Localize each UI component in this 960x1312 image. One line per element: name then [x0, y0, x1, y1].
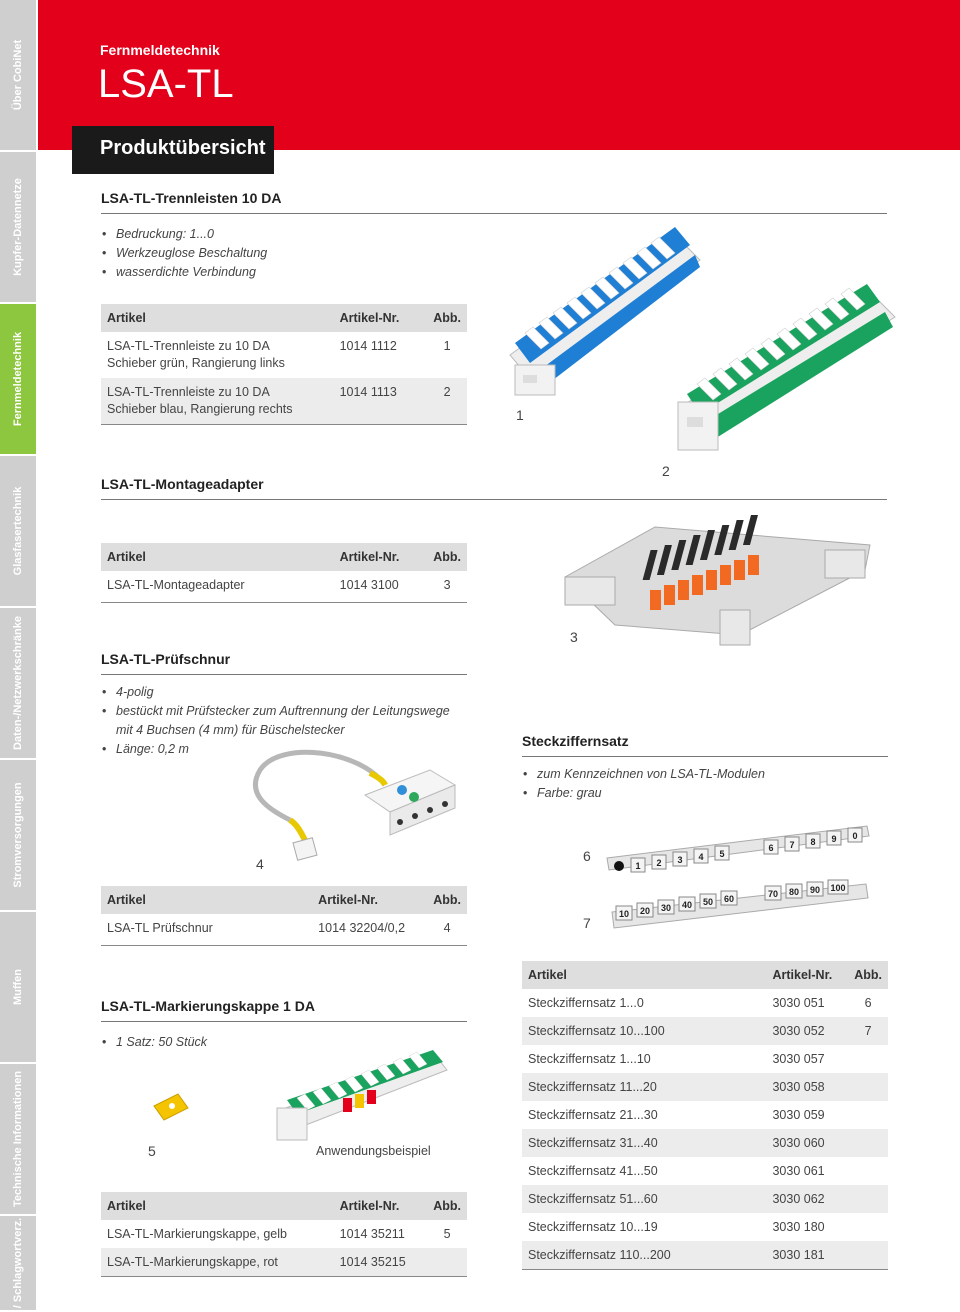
- table-row: [522, 1185, 888, 1213]
- table-row: [522, 1129, 888, 1157]
- table-row: [522, 1213, 888, 1241]
- digit-label: 70: [767, 889, 779, 899]
- table-header: Artikel: [101, 543, 334, 571]
- sidebar-tab-kupfer-datennetze[interactable]: [0, 152, 36, 304]
- table-header: Abb.: [848, 961, 888, 989]
- trennleisten-bullets: [101, 225, 267, 282]
- article-number: 1014 35211: [339, 1227, 405, 1241]
- steckziffernsatz-heading: Steckziffernsatz: [522, 733, 629, 749]
- digit-label: 10: [618, 909, 630, 919]
- digit-label: 4: [698, 852, 704, 862]
- digit-label: 5: [719, 849, 725, 859]
- table-row: [522, 1157, 888, 1185]
- montageadapter-heading: LSA-TL-Montageadapter: [101, 476, 264, 492]
- article-detail: Schieber blau, Rangierung rechts: [107, 402, 293, 416]
- article-name: Steckziffernsatz 41...50: [528, 1164, 658, 1178]
- digit-label: 50: [702, 897, 714, 907]
- steckziffernsatz-strip-6-image: [605, 820, 873, 878]
- sidebar-tab-label: Muffen: [12, 968, 24, 1006]
- divider: [101, 213, 887, 214]
- table-header: Artikel-Nr.: [766, 961, 848, 989]
- section-label-text: Produktübersicht: [100, 137, 266, 159]
- figure-caption: Anwendungsbeispiel: [316, 1144, 431, 1158]
- sidebar-divider: [36, 0, 39, 1310]
- table-row: [522, 1101, 888, 1129]
- article-name: LSA-TL Prüfschnur: [101, 914, 312, 946]
- table-row: [101, 1220, 467, 1248]
- figure-label: 7: [583, 915, 591, 931]
- bullet-item: [101, 702, 467, 740]
- bullet-text: bestückt mit Prüfstecker zum Auftrennung der Leitungswege: [116, 704, 450, 718]
- article-number: 3030 062: [766, 1185, 848, 1213]
- figure-ref: [427, 1248, 467, 1277]
- table-header: Abb.: [427, 543, 467, 571]
- sidebar-tab-ueber-cobinet[interactable]: [0, 0, 36, 152]
- figure-label: 4: [256, 856, 264, 872]
- article-number: 3030 180: [772, 1220, 825, 1234]
- digit-label: 0: [852, 831, 858, 841]
- sidebar-tab-technische-informationen[interactable]: [0, 1064, 36, 1216]
- digit-label: 3: [677, 855, 683, 865]
- figure-ref: [848, 1073, 888, 1101]
- figure-ref: 4: [427, 914, 467, 946]
- digit-label: 6: [768, 843, 774, 853]
- pruefschnur-heading: LSA-TL-Prüfschnur: [101, 651, 231, 667]
- divider: [101, 499, 887, 500]
- figure-label: 6: [583, 848, 591, 864]
- steckziffernsatz-strip-7-image: [610, 880, 872, 932]
- digit-label: 7: [789, 840, 795, 850]
- page-title: LSA-TL: [98, 62, 234, 106]
- steckziffernsatz-table: [522, 961, 888, 1270]
- markierungskappe-heading: LSA-TL-Markierungskappe 1 DA: [101, 998, 315, 1014]
- sidebar: [0, 0, 36, 1310]
- table-row: [522, 1241, 888, 1270]
- divider: [101, 1021, 467, 1022]
- digit-label: 100: [830, 883, 846, 893]
- table-header: Artikel-Nr.: [334, 543, 428, 571]
- figure-ref: [848, 1241, 888, 1270]
- table-header: Artikel-Nr.: [334, 304, 428, 332]
- table-row: [101, 378, 467, 425]
- digit-label: 40: [681, 900, 693, 910]
- article-name: Steckziffernsatz 21...30: [528, 1108, 658, 1122]
- trennleisten-table: [101, 304, 467, 425]
- table-row: [522, 989, 888, 1017]
- digit-label: 20: [639, 906, 651, 916]
- table-header: Artikel: [101, 304, 334, 332]
- table-header: Artikel: [101, 886, 312, 914]
- markierungskappe-yellow-image: [150, 1090, 192, 1124]
- montageadapter-table: [101, 543, 467, 603]
- table-header: Artikel: [101, 1192, 334, 1220]
- sidebar-tab-label: Glasfasertechnik: [12, 486, 24, 576]
- article-name: LSA-TL-Markierungskappe, gelb: [107, 1227, 287, 1241]
- steckziffernsatz-bullets: [522, 765, 765, 803]
- bullet-item: • Farbe: grau: [522, 784, 765, 803]
- article-name: Steckziffernsatz 10...19: [528, 1220, 658, 1234]
- bullet-text: mit 4 Buchsen (4 mm) für Büschelstecker: [116, 723, 345, 737]
- figure-ref: [848, 1129, 888, 1157]
- table-header: Artikel: [522, 961, 766, 989]
- table-row: [101, 1248, 467, 1277]
- digit-label: 2: [656, 858, 662, 868]
- table-header: Artikel-Nr.: [334, 1192, 428, 1220]
- article-number: 3030 057: [772, 1052, 825, 1066]
- bullet-item: • zum Kennzeichnen von LSA-TL-Modulen: [522, 765, 765, 784]
- bullet-item: • Länge: 0,2 m: [101, 740, 467, 759]
- figure-ref: [848, 1045, 888, 1073]
- article-detail: Schieber grün, Rangierung links: [107, 356, 285, 370]
- figure-label: 2: [662, 463, 670, 479]
- sidebar-tab-netzwerkschraenke[interactable]: [0, 608, 36, 760]
- sidebar-tab-stromversorgungen[interactable]: [0, 760, 36, 912]
- bullet-item: • Bedruckung: 1...0: [101, 225, 267, 244]
- sidebar-tab-label: Technische Informationen: [12, 1070, 24, 1208]
- digit-label: 30: [660, 903, 672, 913]
- figure-ref: [848, 1157, 888, 1185]
- figure-ref: 7: [848, 1017, 888, 1045]
- article-name: Steckziffernsatz 31...40: [522, 1129, 766, 1157]
- article-number: 3030 059: [772, 1108, 825, 1122]
- sidebar-tab-label: Kupfer-Datennetze: [12, 178, 24, 276]
- figure-ref: [848, 1101, 888, 1129]
- article-number: 3030 058: [766, 1073, 848, 1101]
- article-number: 3030 060: [766, 1129, 848, 1157]
- table-row: [522, 1017, 888, 1045]
- figure-ref: [848, 1185, 888, 1213]
- article-name: Steckziffernsatz 1...10: [528, 1052, 651, 1066]
- sidebar-tab-fernmeldetechnik[interactable]: [0, 304, 36, 456]
- article-number: 1014 1113: [334, 378, 428, 425]
- article-name: Steckziffernsatz 10...100: [522, 1017, 766, 1045]
- figure-ref: 3: [427, 571, 467, 603]
- divider: [522, 756, 888, 757]
- table-row: [522, 1045, 888, 1073]
- category-label: Fernmeldetechnik: [100, 42, 220, 58]
- table-row: [101, 332, 467, 378]
- trennleisten-heading: LSA-TL-Trennleisten 10 DA: [101, 190, 282, 206]
- figure-ref: [848, 1213, 888, 1241]
- markierungskappe-table: [101, 1192, 467, 1277]
- montageadapter-image: [560, 515, 880, 655]
- figure-ref: 2: [427, 378, 467, 425]
- table-row: [101, 571, 467, 603]
- sidebar-tab-label: Stromversorgungen: [12, 782, 24, 888]
- article-number: 3030 052: [766, 1017, 848, 1045]
- digit-label: 8: [810, 837, 816, 847]
- table-row: [522, 1073, 888, 1101]
- table-header: Artikel-Nr.: [312, 886, 427, 914]
- digit-label: 80: [788, 887, 800, 897]
- figure-ref: 5: [443, 1227, 451, 1241]
- article-name: Steckziffernsatz 110...200: [522, 1241, 766, 1270]
- table-row: [101, 914, 467, 946]
- article-number: 3030 181: [766, 1241, 848, 1270]
- article-name: LSA-TL-Markierungskappe, rot: [101, 1248, 334, 1277]
- article-number: 1014 32204/0,2: [312, 914, 427, 946]
- divider: [101, 674, 467, 675]
- section-label: [72, 126, 274, 174]
- bullet-item: • wasserdichte Verbindung: [101, 263, 267, 282]
- article-number: 1014 1112: [339, 339, 397, 353]
- figure-label: 5: [148, 1143, 156, 1159]
- article-name: LSA-TL-Trennleiste zu 10 DA: [107, 385, 270, 399]
- figure-label: 1: [516, 407, 524, 423]
- sidebar-tab-glasfasertechnik[interactable]: [0, 456, 36, 608]
- pruefschnur-image: [250, 740, 460, 870]
- sidebar-tab-schlagwortverz[interactable]: [0, 1216, 36, 1312]
- sidebar-tab-muffen[interactable]: [0, 912, 36, 1064]
- figure-ref: 1: [443, 339, 451, 353]
- article-name: Steckziffernsatz 11...20: [522, 1073, 766, 1101]
- bullet-item: • 4-polig: [101, 683, 467, 702]
- digit-label: 1: [635, 861, 641, 871]
- sidebar-tab-label: Daten-/Netzwerkschränke: [12, 616, 24, 750]
- figure-ref: 6: [864, 996, 872, 1010]
- article-name: LSA-TL-Trennleiste zu 10 DA: [107, 339, 270, 353]
- article-name: Steckziffernsatz 1...0: [528, 996, 644, 1010]
- article-number: 3030 051: [772, 996, 825, 1010]
- table-header: Abb.: [427, 886, 467, 914]
- article-number: 1014 3100: [334, 571, 428, 603]
- digit-label: 90: [809, 885, 821, 895]
- pruefschnur-table: [101, 886, 467, 946]
- table-header: Abb.: [427, 1192, 467, 1220]
- trennleiste-green-image: [675, 282, 900, 457]
- figure-label: 3: [570, 629, 578, 645]
- article-number: 1014 35215: [334, 1248, 428, 1277]
- sidebar-tab-label: Über CobiNet: [12, 39, 24, 111]
- article-name: LSA-TL-Montageadapter: [101, 571, 334, 603]
- digit-label: 9: [831, 834, 837, 844]
- markierungskappe-bullets: [101, 1033, 207, 1052]
- bullet-item: • Werkzeuglose Beschaltung: [101, 244, 267, 263]
- digit-label: 60: [723, 894, 735, 904]
- anwendungsbeispiel-image: [275, 1050, 450, 1145]
- table-header: Abb.: [427, 304, 467, 332]
- article-number: 3030 061: [772, 1164, 825, 1178]
- article-name: Steckziffernsatz 51...60: [522, 1185, 766, 1213]
- bullet-item: • 1 Satz: 50 Stück: [101, 1033, 207, 1052]
- sidebar-tab-label: / Schlagwortverz.: [12, 1217, 24, 1309]
- sidebar-tab-label: Fernmeldetechnik: [12, 331, 24, 427]
